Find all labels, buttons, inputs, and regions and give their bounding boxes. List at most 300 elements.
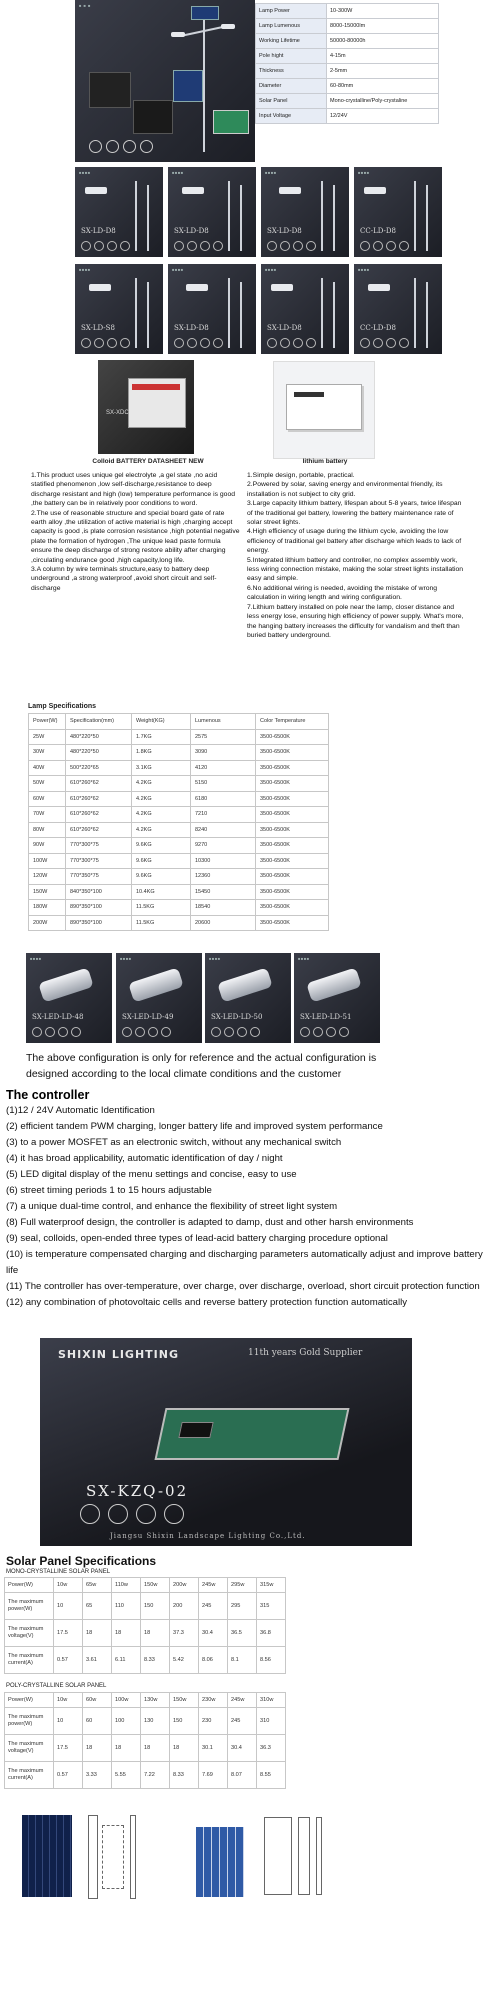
controller-feature-list <box>6 1103 492 1311</box>
colloid-battery-title: Colloid BATTERY DATASHEET NEW <box>92 458 204 465</box>
lithium-battery-image <box>273 361 375 459</box>
table-cell: 18 <box>141 1735 170 1762</box>
table-cell: 36.8 <box>257 1620 286 1647</box>
table-cell: 3500-6500K <box>256 853 329 869</box>
brand-logo: ■■■■ <box>298 956 310 961</box>
product-spec-table <box>255 3 439 124</box>
poly-solar-table <box>4 1692 286 1789</box>
product-photo <box>261 167 349 257</box>
product-model: CC-LD-D8 <box>360 227 396 235</box>
table-row <box>29 900 329 916</box>
battery-image <box>133 100 173 134</box>
column-header: Power(W) <box>5 1578 54 1593</box>
table-cell: 11.5KG <box>132 900 191 916</box>
column-header: Lumenous <box>191 714 256 730</box>
table-cell: 315 <box>257 1593 286 1620</box>
table-cell: 610*260*62 <box>66 791 132 807</box>
lamp-head <box>279 187 301 194</box>
table-cell: 110 <box>112 1593 141 1620</box>
table-cell: 3500-6500K <box>256 838 329 854</box>
lithium-battery-point: 1.Simple design, portable, practical. <box>247 472 355 479</box>
column-header: Power(W) <box>5 1693 54 1708</box>
colloid-battery-description <box>31 471 241 593</box>
table-cell: 295 <box>228 1593 257 1620</box>
solar-specs-title: Solar Panel Specifications <box>6 1554 157 1568</box>
solar-panel-image <box>173 70 203 102</box>
lithium-battery-point: 3.Large capacity lithium battery, lifespan about 5-8 years, twice lifespan of the traditional gel battery, lowering the battery maintenance rate of solar street lights. <box>247 500 462 527</box>
table-cell: 18 <box>170 1735 199 1762</box>
table-cell: 3.61 <box>83 1647 112 1674</box>
mono-panel-image <box>22 1815 72 1897</box>
controller-image <box>213 110 249 134</box>
cert-icons <box>80 1504 184 1524</box>
controller-feature: (8) Full waterproof design, the controller is adapted to damp, dust and other harsh environments <box>6 1217 414 1228</box>
colloid-battery-point: 3.A column by wire terminals structure,easy to battery deep underground ,a strong waterproof ,avoid short circuit and self- discharge <box>31 566 217 592</box>
street-light-pole <box>414 181 416 251</box>
table-cell: 10 <box>54 1593 83 1620</box>
table-cell: 9.6KG <box>132 838 191 854</box>
column-header: Color Temperature <box>256 714 329 730</box>
controller-feature: (9) seal, colloids, open-ended three types of lead-acid battery charging procedure optional <box>6 1233 388 1244</box>
table-cell: 10300 <box>191 853 256 869</box>
brand-logo: ■■■■ <box>79 267 91 272</box>
colloid-battery-point: 2.The use of reasonable structure and special board gate of rate earth alloy ,the utilization of active material is high ,charging accept capacity is good ,is plate corrosion resistance ,high potential negative plate the formation of hydrogen ,The unique lead paste formula ensure the deep discharge of strong restore ability after charging ,circulating endurance good ,high capacity,long life. <box>31 509 240 564</box>
table-cell: 3500-6500K <box>256 745 329 761</box>
street-light-pole <box>228 278 230 348</box>
column-header: 150w <box>141 1578 170 1593</box>
table-row <box>29 807 329 823</box>
table-cell: 3500-6500K <box>256 900 329 916</box>
battery-label: SX-XDC <box>106 410 129 416</box>
spec-row <box>256 19 439 34</box>
table-cell: 60W <box>29 791 66 807</box>
table-row <box>5 1647 286 1674</box>
table-cell: 5.42 <box>170 1647 199 1674</box>
brand-logo: ■■■■ <box>265 170 277 175</box>
table-cell: 18 <box>112 1735 141 1762</box>
table-cell: 480*220*50 <box>66 745 132 761</box>
configuration-note: The above configuration is only for reference and the actual configuration is designed according to the local climate conditions and the customer <box>26 1052 377 1080</box>
table-row <box>29 745 329 761</box>
table-cell: 245 <box>228 1708 257 1735</box>
controller-feature: (7) a unique dual-time control, and enhance the flexibility of street light system <box>6 1201 338 1212</box>
table-cell: 9.6KG <box>132 869 191 885</box>
table-cell: 130 <box>141 1708 170 1735</box>
spec-value: 50000-80000h <box>327 34 439 49</box>
table-cell: 7210 <box>191 807 256 823</box>
table-cell: 8.1 <box>228 1647 257 1674</box>
table-cell: 17.5 <box>54 1735 83 1762</box>
street-light-pole <box>135 278 137 348</box>
lamp-head <box>171 32 185 37</box>
column-header: 10w <box>54 1693 83 1708</box>
column-header: 200w <box>170 1578 199 1593</box>
spec-row <box>256 79 439 94</box>
spec-value: 2-5mm <box>327 64 439 79</box>
lamp-model: SX-LED-LD-48 <box>32 1013 84 1021</box>
lamp-head <box>364 187 386 194</box>
column-header: 60w <box>83 1693 112 1708</box>
column-header: Power(W) <box>29 714 66 730</box>
table-cell: 200 <box>170 1593 199 1620</box>
brand-logo: ■■■■ <box>172 267 184 272</box>
mono-solar-table <box>4 1577 286 1674</box>
table-cell: 6180 <box>191 791 256 807</box>
product-model: SX-LD-D8 <box>174 324 209 332</box>
company-name: Jiangsu Shixin Landscape Lighting Co.,Ltd. <box>110 1532 306 1540</box>
table-header-row <box>5 1693 286 1708</box>
table-cell: 3500-6500K <box>256 884 329 900</box>
spec-value: 4-15m <box>327 49 439 64</box>
lithium-battery-title: lithium battery <box>302 458 348 465</box>
brand-logo: ■■■■ <box>265 267 277 272</box>
spec-key: Lamp Power <box>256 4 327 19</box>
lamp-head <box>221 24 235 29</box>
product-photo <box>261 264 349 354</box>
table-cell: 18 <box>141 1620 170 1647</box>
product-model: SX-LD-D8 <box>81 227 116 235</box>
spec-value: 12/24V <box>327 109 439 124</box>
table-cell: 180W <box>29 900 66 916</box>
column-header: Specification(mm) <box>66 714 132 730</box>
product-hero-image <box>75 0 255 162</box>
spec-value: 60-80mm <box>327 79 439 94</box>
brand-logo: ■■■■ <box>79 170 91 175</box>
lamp-photo <box>116 953 202 1043</box>
street-light-pole <box>228 181 230 251</box>
table-cell: 12360 <box>191 869 256 885</box>
table-cell: 3500-6500K <box>256 776 329 792</box>
table-cell: 770*300*75 <box>66 853 132 869</box>
table-row <box>29 791 329 807</box>
table-cell: 150 <box>170 1708 199 1735</box>
table-cell: 30.4 <box>199 1620 228 1647</box>
lamp-head-image <box>128 967 184 1002</box>
table-cell: 8240 <box>191 822 256 838</box>
cert-icons <box>267 338 316 348</box>
table-cell: 7.69 <box>199 1762 228 1789</box>
table-cell: 70W <box>29 807 66 823</box>
table-cell: 1.7KG <box>132 729 191 745</box>
lamp-head <box>89 284 111 291</box>
spec-row <box>256 64 439 79</box>
table-cell: 17.5 <box>54 1620 83 1647</box>
table-cell: 245 <box>199 1593 228 1620</box>
table-cell: 37.3 <box>170 1620 199 1647</box>
table-cell: 3500-6500K <box>256 807 329 823</box>
lamp-head <box>271 284 293 291</box>
table-cell: 120W <box>29 869 66 885</box>
supplier-slogan: 11th years Gold Supplier <box>248 1348 363 1358</box>
cert-icons <box>360 241 409 251</box>
table-cell: 100W <box>29 853 66 869</box>
table-row <box>29 729 329 745</box>
table-cell: 890*350*100 <box>66 915 132 931</box>
table-row <box>29 915 329 931</box>
table-cell: 0.57 <box>54 1647 83 1674</box>
table-header-row <box>29 714 329 730</box>
table-cell: 3.33 <box>83 1762 112 1789</box>
product-model: SX-LD-D8 <box>174 227 209 235</box>
product-photo <box>354 167 442 257</box>
table-cell: 8.56 <box>257 1647 286 1674</box>
table-cell: 7.22 <box>141 1762 170 1789</box>
table-cell: 840*350*100 <box>66 884 132 900</box>
table-cell: 30W <box>29 745 66 761</box>
table-cell: 36.5 <box>228 1620 257 1647</box>
spec-key: Lamp Lumenous <box>256 19 327 34</box>
spec-value: 10-300W <box>327 4 439 19</box>
street-light-pole <box>321 181 323 251</box>
table-cell: 610*260*62 <box>66 807 132 823</box>
spec-key: Thickness <box>256 64 327 79</box>
table-cell: 18 <box>83 1620 112 1647</box>
lamp-head <box>182 187 204 194</box>
product-model: SX-LD-D8 <box>267 227 302 235</box>
spec-value: Mono-crystalline/Poly-crystaline <box>327 94 439 109</box>
solar-panel-image <box>191 6 219 20</box>
cert-icons <box>81 241 130 251</box>
table-cell: 2575 <box>191 729 256 745</box>
product-photo <box>75 167 163 257</box>
table-cell: 8.33 <box>141 1647 170 1674</box>
lamp-specs-title: Lamp Specifications <box>28 703 97 710</box>
table-cell: 610*260*62 <box>66 822 132 838</box>
column-header: 110w <box>112 1578 141 1593</box>
lamp-photo <box>26 953 112 1043</box>
column-header: 130w <box>141 1693 170 1708</box>
table-cell: 230 <box>199 1708 228 1735</box>
table-row <box>29 869 329 885</box>
table-cell: 4.2KG <box>132 807 191 823</box>
brand-logo: ■ ■ ■ <box>79 3 91 8</box>
brand-logo: ■■■■ <box>172 170 184 175</box>
spec-row <box>256 34 439 49</box>
table-cell: 8.55 <box>257 1762 286 1789</box>
table-cell: 15450 <box>191 884 256 900</box>
lamp-model: SX-LED-LD-49 <box>122 1013 174 1021</box>
lamp-head-image <box>217 967 273 1002</box>
brand-logo: ■■■■ <box>30 956 42 961</box>
table-cell: 4120 <box>191 760 256 776</box>
table-cell: 60 <box>83 1708 112 1735</box>
lamp-head <box>368 284 390 291</box>
spec-key: Working Lifetime <box>256 34 327 49</box>
table-cell: 3.1KG <box>132 760 191 776</box>
brand-logo: ■■■■ <box>358 267 370 272</box>
table-cell: 3090 <box>191 745 256 761</box>
table-row <box>29 776 329 792</box>
cert-icons <box>122 1027 171 1037</box>
table-row <box>29 884 329 900</box>
controller-feature: (4) it has broad applicability, automatic identification of day / night <box>6 1153 283 1164</box>
lamp-model: SX-LED-LD-50 <box>211 1013 263 1021</box>
controller-feature: (10) is temperature compensated charging and discharging parameters automatically adjust and improve battery life <box>6 1249 483 1276</box>
spec-row <box>256 109 439 124</box>
lithium-battery-point: 7.Lithium battery installed on pole near the lamp, closer distance and less energy lose, ensuring high efficiency of power supply. What's more, the hanging battery increases the difficulty for vandalism and theft than buried battery underground. <box>247 603 464 639</box>
table-cell: 8.33 <box>170 1762 199 1789</box>
product-photo <box>354 264 442 354</box>
table-row <box>5 1708 286 1735</box>
table-cell: 10.4KG <box>132 884 191 900</box>
controller-feature: (6) street timing periods 1 to 15 hours adjustable <box>6 1185 212 1196</box>
controller-feature: (5) LED digital display of the menu settings and concise, easy to use <box>6 1169 297 1180</box>
table-row <box>29 822 329 838</box>
cert-icons <box>174 338 223 348</box>
column-header: 295w <box>228 1578 257 1593</box>
street-light-pole <box>135 181 137 251</box>
column-header: 100w <box>112 1693 141 1708</box>
table-cell: 770*300*75 <box>66 838 132 854</box>
table-header-row <box>5 1578 286 1593</box>
cert-icons <box>267 241 316 251</box>
lamp-model: SX-LED-LD-51 <box>300 1013 352 1021</box>
lamp-photo <box>205 953 291 1043</box>
table-row <box>29 853 329 869</box>
table-cell: The maximum current(A) <box>5 1762 54 1789</box>
lamp-photo <box>294 953 380 1043</box>
column-header: 310w <box>257 1693 286 1708</box>
column-header: 10w <box>54 1578 83 1593</box>
street-light-pole <box>321 278 323 348</box>
cert-icons <box>174 241 223 251</box>
table-cell: The maximum power(W) <box>5 1708 54 1735</box>
product-photo <box>75 264 163 354</box>
lamp-specs-table <box>28 713 329 931</box>
table-cell: 310 <box>257 1708 286 1735</box>
street-light-pole <box>414 278 416 348</box>
table-cell: 890*350*100 <box>66 900 132 916</box>
table-cell: 30.1 <box>199 1735 228 1762</box>
lithium-battery-point: 5.Integrated lithium battery and controller, no complex assembly work, less wiring connection mistake, making the solar street lights installation easy and simple. <box>247 556 464 583</box>
table-row <box>5 1593 286 1620</box>
spec-key: Input Voltage <box>256 109 327 124</box>
table-cell: 4.2KG <box>132 791 191 807</box>
column-header: 315w <box>257 1578 286 1593</box>
mono-label: MONO-CRYSTALLINE SOLAR PANEL <box>6 1569 111 1575</box>
table-cell: 40W <box>29 760 66 776</box>
table-cell: 3500-6500K <box>256 729 329 745</box>
poly-label: POLY-CRYSTALLINE SOLAR PANEL <box>6 1683 107 1689</box>
table-cell: 50W <box>29 776 66 792</box>
brand-logo: ■■■■ <box>358 170 370 175</box>
product-model: SX-LD-S8 <box>81 324 115 332</box>
brand-logo: SHIXIN LIGHTING <box>58 1348 179 1361</box>
lamp-head-image <box>306 967 362 1002</box>
controller-title: The controller <box>6 1088 90 1102</box>
lithium-battery-point: 6.No additional wiring is needed, avoiding the mistake of wrong calculation in wiring length and wiring configuration. <box>247 584 438 602</box>
product-model: CC-LD-D8 <box>360 324 396 332</box>
table-cell: 3500-6500K <box>256 791 329 807</box>
table-cell: 18 <box>112 1620 141 1647</box>
lamp-head <box>85 187 107 194</box>
column-header: 65w <box>83 1578 112 1593</box>
column-header: 245w <box>228 1693 257 1708</box>
table-cell: The maximum voltage(V) <box>5 1735 54 1762</box>
column-header: 230w <box>199 1693 228 1708</box>
table-row <box>5 1735 286 1762</box>
poly-panel-drawing <box>174 1805 344 1905</box>
controller-photo <box>40 1338 412 1546</box>
table-cell: The maximum power(W) <box>5 1593 54 1620</box>
brand-logo: ■■■■ <box>120 956 132 961</box>
table-cell: 80W <box>29 822 66 838</box>
controller-feature: (3) to a power MOSFET as an electronic switch, without any mechanical switch <box>6 1137 342 1148</box>
table-cell: 3500-6500K <box>256 915 329 931</box>
table-cell: 770*350*75 <box>66 869 132 885</box>
table-cell: 6.11 <box>112 1647 141 1674</box>
column-header: Weight(KG) <box>132 714 191 730</box>
table-cell: 90W <box>29 838 66 854</box>
table-cell: 9270 <box>191 838 256 854</box>
table-cell: 11.5KG <box>132 915 191 931</box>
brand-logo: ■■■■ <box>209 956 221 961</box>
table-cell: 65 <box>83 1593 112 1620</box>
table-cell: 30.4 <box>228 1735 257 1762</box>
table-cell: 480*220*50 <box>66 729 132 745</box>
cert-icons <box>211 1027 260 1037</box>
table-cell: 18540 <box>191 900 256 916</box>
spec-row <box>256 4 439 19</box>
product-model: SX-LD-D8 <box>267 324 302 332</box>
controller-feature: (1)12 / 24V Automatic Identification <box>6 1105 155 1116</box>
controller-model: SX-KZQ-02 <box>86 1482 189 1500</box>
table-cell: 20600 <box>191 915 256 931</box>
street-light-pole <box>203 14 205 152</box>
spec-key: Pole hight <box>256 49 327 64</box>
table-cell: 150W <box>29 884 66 900</box>
poly-panel-image <box>196 1827 244 1897</box>
table-cell: 5150 <box>191 776 256 792</box>
cert-icons <box>81 338 130 348</box>
table-cell: 100 <box>112 1708 141 1735</box>
lithium-battery-point: 4.High efficiency of usage during the lithium cycle, avoiding the low efficiency of traditional gel battery after discharge which leads to lack of energy. <box>247 528 462 555</box>
table-cell: 18 <box>83 1735 112 1762</box>
table-cell: 10 <box>54 1708 83 1735</box>
table-cell: 1.8KG <box>132 745 191 761</box>
lithium-battery-description <box>247 471 465 640</box>
table-cell: 8.06 <box>199 1647 228 1674</box>
cert-icons <box>300 1027 349 1037</box>
battery-image <box>89 72 131 108</box>
table-cell: 8.07 <box>228 1762 257 1789</box>
table-cell: The maximum current(A) <box>5 1647 54 1674</box>
spec-value: 8000-15000lm <box>327 19 439 34</box>
cert-icons <box>32 1027 81 1037</box>
column-header: 245w <box>199 1578 228 1593</box>
colloid-battery-image <box>98 360 194 454</box>
table-cell: The maximum voltage(V) <box>5 1620 54 1647</box>
table-cell: 5.55 <box>112 1762 141 1789</box>
column-header: 150w <box>170 1693 199 1708</box>
table-cell: 200W <box>29 915 66 931</box>
spec-row <box>256 49 439 64</box>
cert-icons <box>89 140 153 153</box>
table-cell: 25W <box>29 729 66 745</box>
table-cell: 150 <box>141 1593 170 1620</box>
table-cell: 3500-6500K <box>256 822 329 838</box>
table-cell: 4.2KG <box>132 776 191 792</box>
controller-feature: (12) any combination of photovoltaic cells and reverse battery protection function automatically <box>6 1297 408 1308</box>
lithium-battery-point: 2.Powered by solar, saving energy and environmental friendly, its installation is not subject to city grid. <box>247 481 443 498</box>
table-cell: 0.57 <box>54 1762 83 1789</box>
table-cell: 3500-6500K <box>256 760 329 776</box>
cert-icons <box>360 338 409 348</box>
lamp-head <box>186 284 208 291</box>
table-row <box>5 1620 286 1647</box>
controller-feature: (2) efficient tandem PWM charging, longer battery life and improved system performance <box>6 1121 383 1132</box>
controller-feature: (11) The controller has over-temperature, over charge, over discharge, overload, short circuit protection function <box>6 1281 480 1292</box>
